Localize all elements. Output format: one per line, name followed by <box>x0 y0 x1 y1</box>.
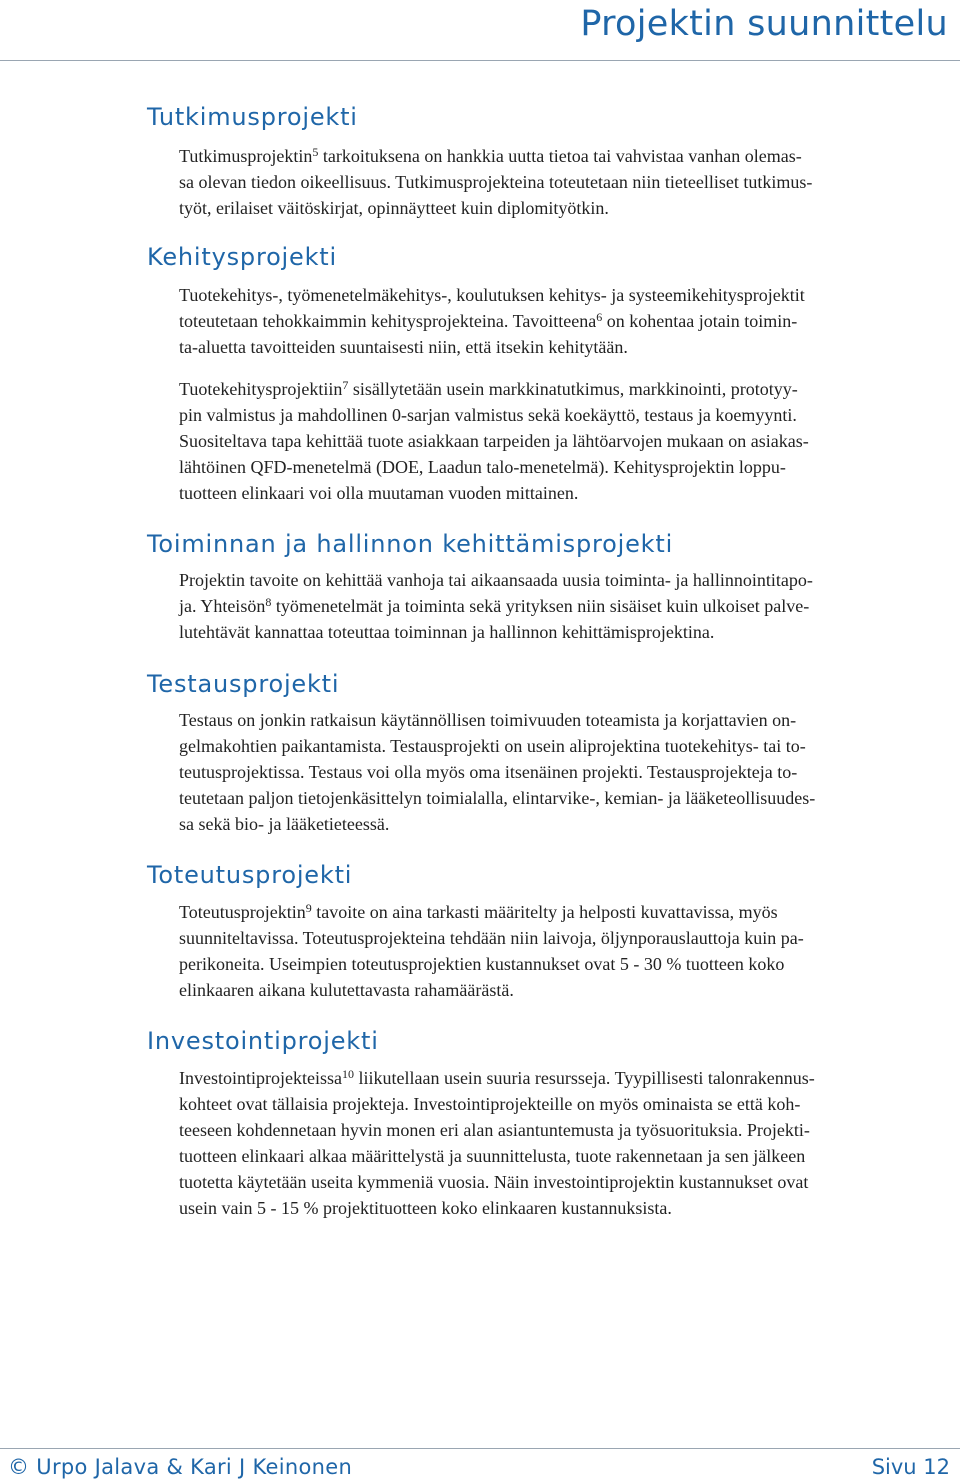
text-line: tuotetta käytetään useita kymmeniä vuosia. Näin investointiprojektin kustannukset ovat <box>179 1172 809 1192</box>
text-line: usein vain 5 - 15 % projektituotteen koko elinkaaren kustannuksista. <box>179 1198 672 1218</box>
paragraph <box>179 567 959 645</box>
footnote-ref: 5 <box>312 145 319 159</box>
section-heading: Tutkimusprojekti <box>147 103 358 131</box>
text-line: elinkaaren aikana kulutettavasta rahamäärästä. <box>179 980 514 1000</box>
section-heading: Toteutusprojekti <box>147 861 353 889</box>
paragraph <box>179 143 959 221</box>
text-line: perikoneita. Useimpien toteutusprojektien kustannukset ovat 5 - 30 % tuotteen koko <box>179 954 785 974</box>
text-line: ja. Yhteisön$^8$ työmenetelmät ja toiminta sekä yrityksen niin sisäiset kuin ulkoiset palve- <box>179 595 810 616</box>
text-line: tuotteen elinkaari voi olla muutaman vuoden mittainen. <box>179 483 579 503</box>
text-line: Suositeltava tapa kehittää tuote asiakkaan tarpeiden ja lähtöarvojen mukaan on asiakas- <box>179 431 809 451</box>
page-footer <box>0 1448 960 1481</box>
paragraph <box>179 376 959 506</box>
text-line: suunniteltavissa. Toteutusprojekteina tehdään niin laivoja, öljynporauslauttoja kuin pa- <box>179 928 804 948</box>
text-line: tuotteen elinkaari alkaa määrittelystä ja suunnittelusta, tuote rakennetaan ja sen jälkeen <box>179 1146 806 1166</box>
copyright-text: © Urpo Jalava & Kari J Keinonen <box>8 1455 353 1479</box>
text-line: sa olevan tiedon oikeellisuus. Tutkimusprojekteina toteutetaan niin tieteelliset tutkimus- <box>179 172 813 192</box>
text-line: Tuotekehitys-, työmenetelmäkehitys-, koulutuksen kehitys- ja systeemikehitysprojektit <box>179 285 805 305</box>
text-line: kohteet ovat tällaisia projekteja. Investointiprojekteille on myös ominaista se että koh- <box>179 1094 801 1114</box>
footnote-ref: 8 <box>265 595 272 609</box>
text-line: toteutetaan tehokkaimmin kehitysprojekteina. Tavoitteena$^6$ on kohentaa jotain toimin- <box>179 310 798 331</box>
section-heading: Investointiprojekti <box>147 1027 379 1055</box>
page-header <box>0 0 960 61</box>
text-line: Investointiprojekteissa$^{10}$ liikutellaan usein suuria resursseja. Tyypillisesti talonrakennus- <box>179 1067 815 1088</box>
paragraph <box>179 899 959 1003</box>
text-line: ta-aluetta tavoitteiden suuntaisesti niin, että itsekin kehitytään. <box>179 337 628 357</box>
paragraph <box>179 282 959 360</box>
footnote-ref: 10 <box>341 1067 354 1081</box>
page-title: Projektin suunnittelu <box>580 4 948 44</box>
text-line: gelmakohtien paikantamista. Testausprojekti on usein aliprojektina tuotekehitys- tai to- <box>179 736 806 756</box>
text-line: teutetaan paljon tietojenkäsittelyn toimialalla, elintarvike-, kemian- ja lääketeollisuudes- <box>179 788 816 808</box>
text-line: lähtöinen QFD-menetelmä (DOE, Laadun talo-menetelmä). Kehitysprojektin loppu- <box>179 457 786 477</box>
paragraph <box>179 707 959 837</box>
text-line: Projektin tavoite on kehittää vanhoja tai aikaansaada uusia toiminta- ja hallinnointitapo- <box>179 570 813 590</box>
page-number: Sivu 12 <box>871 1455 950 1479</box>
text-line: työt, erilaiset väitöskirjat, opinnäytteet kuin diplomityötkin. <box>179 198 609 218</box>
text-line: teeseen kohdennetaan hyvin monen eri alan asiantuntemusta ja työsuorituksia. Projekti- <box>179 1120 810 1140</box>
text-line: teutusprojektissa. Testaus voi olla myös oma itsenäinen projekti. Testausprojekteja to- <box>179 762 798 782</box>
section-heading: Toiminnan ja hallinnon kehittämisprojekti <box>147 530 674 558</box>
paragraph <box>179 1065 959 1221</box>
section-heading: Kehitysprojekti <box>147 243 337 271</box>
text-line: sa sekä bio- ja lääketieteessä. <box>179 814 390 834</box>
text-line: Toteutusprojektin$^9$ tavoite on aina tarkasti määritelty ja helposti kuvattavissa, myös <box>179 901 778 922</box>
text-line: lutehtävät kannattaa toteuttaa toiminnan ja hallinnon kehittämisprojektina. <box>179 622 715 642</box>
text-line: Testaus on jonkin ratkaisun käytännöllisen toimivuuden toteamista ja korjattavien on- <box>179 710 797 730</box>
text-line: Tutkimusprojektin$^5$ tarkoituksena on hankkia uutta tietoa tai vahvistaa vanhan olemas- <box>179 145 802 166</box>
section-heading: Testausprojekti <box>147 670 340 698</box>
footnote-ref: 9 <box>305 901 312 915</box>
footnote-ref: 6 <box>596 310 603 324</box>
text-line: pin valmistus ja mahdollinen 0-sarjan valmistus sekä koekäyttö, testaus ja koemyynti. <box>179 405 797 425</box>
footnote-ref: 7 <box>342 378 349 392</box>
text-line: Tuotekehitysprojektiin$^7$ sisällytetään usein markkinatutkimus, markkinointi, prototyy- <box>179 378 798 399</box>
